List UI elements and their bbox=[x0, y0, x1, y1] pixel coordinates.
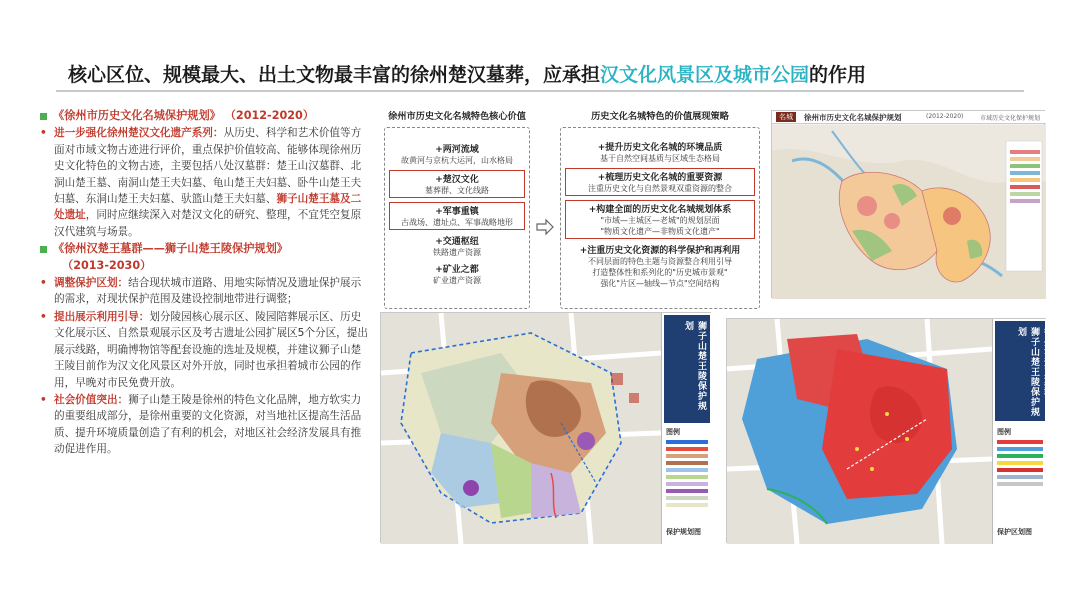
map-header-right: 市域历史文化保护规划 bbox=[979, 115, 1040, 122]
legend-items bbox=[666, 437, 708, 510]
bullet1-text: 从历史、科学和艺术价值等方面对市域文物古迹进行评价，重点保护价值较高、能够体现徐州历史文化特色的文物古迹，主要包括八处汉墓群：楚王山汉墓群、北洞山楚王墓、南洞山楚王夫妇墓、龟山楚王夫妇墓、卧牛山楚王夫妇墓、东洞山楚王夫妇墓、驮篮山楚王夫妇墓、 bbox=[54, 127, 362, 206]
item-sub: 矿业遗产资源 bbox=[433, 276, 481, 285]
core-value-item bbox=[389, 202, 525, 230]
legend-swatch bbox=[997, 461, 1043, 465]
legend-swatch bbox=[1010, 171, 1040, 175]
green-square-icon bbox=[40, 113, 47, 120]
strategy-title: 历史文化名城特色的价值展现策略 bbox=[591, 111, 729, 122]
plan2-years: （2013-2030） bbox=[62, 258, 152, 272]
legend-title: 图例 bbox=[997, 428, 1011, 436]
legend-swatch bbox=[666, 475, 708, 479]
legend-swatch bbox=[997, 475, 1043, 479]
site-plan-map-left bbox=[380, 312, 719, 543]
item-sub: 古战场、遗址点、军事战略地形 bbox=[401, 218, 513, 227]
side-title-bar bbox=[664, 315, 719, 423]
legend-title: 图例 bbox=[666, 428, 680, 436]
map-header-title: 徐州市历史文化名城保护规划 bbox=[804, 113, 902, 122]
bullet2-lead: 调整保护区划： bbox=[54, 277, 129, 290]
strategy-item bbox=[565, 168, 755, 196]
legend-swatch bbox=[666, 468, 708, 472]
logo-badge: 名城 bbox=[776, 112, 796, 122]
bullet-3 bbox=[40, 309, 370, 391]
bullet-4 bbox=[40, 392, 370, 458]
item-heading: +注重历史文化资源的科学保护和再利用 bbox=[579, 246, 741, 256]
map-footer-title: 保护规划图 bbox=[666, 528, 701, 536]
site-plan-graphic bbox=[381, 313, 661, 544]
bullet4-lead: 社会价值突出： bbox=[54, 393, 129, 406]
bullet3-text: 划分陵园核心展示区、陵园陪葬展示区、历史文化展示区、自然景观展示区及考古遗址公园扩展区5个分区，提出展示线路，明确博物馆等配套设施的选址及规模，并建议狮子山楚王陵目前作为汉文化风景区对外开放，同时也承担着城市公园的作用，早晚对市民免费开放。 bbox=[54, 310, 368, 389]
plan1-name: 《徐州市历史文化名城保护规划》 bbox=[53, 109, 221, 122]
core-value-item bbox=[389, 142, 525, 166]
bullet-dot-icon: • bbox=[40, 393, 47, 406]
bullet3-lead: 提出展示利用引导： bbox=[54, 310, 150, 323]
strategy-diagram bbox=[560, 108, 760, 309]
title-tail: 的作用 bbox=[809, 64, 867, 86]
legend-swatch bbox=[997, 468, 1043, 472]
legend-swatch bbox=[666, 447, 708, 451]
map-header-years: (2012-2020) bbox=[926, 113, 964, 120]
page-title bbox=[68, 60, 866, 87]
bullet-dot-icon: • bbox=[40, 127, 47, 140]
item-sub: 墓葬群、文化线路 bbox=[425, 186, 489, 195]
plan1-years: （2012-2020） bbox=[224, 109, 315, 122]
left-text-column bbox=[40, 108, 370, 458]
bullet-dot-icon: • bbox=[40, 310, 47, 323]
bullet1-tail: ，同时应继续深入对楚汉文化的研究、整理，不宜凭空复原汉代建筑与场景。 bbox=[54, 209, 362, 238]
right-arrow-icon bbox=[535, 217, 555, 237]
legend-swatch bbox=[1010, 178, 1040, 182]
title-main: 核心区位、规模最大、出土文物最丰富的徐州楚汉墓葬，应承担 bbox=[68, 64, 601, 86]
core-values-box bbox=[384, 127, 530, 309]
item-heading: +构建全面的历史文化名城规划体系 bbox=[588, 205, 732, 215]
side-title-bar bbox=[995, 321, 1052, 421]
legend-swatch bbox=[1010, 192, 1040, 196]
city-map-legend bbox=[1010, 147, 1040, 206]
legend-swatch bbox=[1010, 164, 1040, 168]
strategy-item bbox=[565, 140, 755, 164]
side-title: 徐州汉楚王墓群——狮子山楚王陵保护规划 bbox=[1016, 327, 1052, 417]
item-heading: +军事重镇 bbox=[435, 207, 479, 217]
item-heading: +梳理历史文化名城的重要资源 bbox=[597, 173, 723, 183]
legend-swatch bbox=[1010, 199, 1040, 203]
item-heading: +提升历史文化名城的环境品质 bbox=[597, 143, 723, 153]
side-title: 徐州汉楚王墓群——狮子山楚王陵保护规划 bbox=[683, 321, 719, 411]
legend-swatch bbox=[666, 454, 708, 458]
plan1-heading bbox=[40, 108, 370, 124]
bullet1-lead: 进一步强化徐州楚汉文化遗产系列： bbox=[54, 127, 224, 140]
legend-swatch bbox=[666, 503, 708, 507]
core-value-item bbox=[389, 234, 525, 258]
title-divider bbox=[56, 90, 1024, 92]
item-heading: +两河流域 bbox=[435, 145, 479, 155]
legend-swatch bbox=[997, 454, 1043, 458]
item-sub: 不同层面的特色主题与资源整合利用引导 打造整体性和系列化的"历史城市景观" 强化"片区—轴线—节点"空间结构 bbox=[588, 257, 732, 288]
plan2-name: 《徐州汉楚王墓群——狮子山楚王陵保护规划》 bbox=[53, 242, 288, 256]
legend-swatch bbox=[666, 461, 708, 465]
green-square-icon bbox=[40, 246, 47, 253]
bullet-2 bbox=[40, 275, 370, 308]
zoning-map-graphic bbox=[727, 319, 992, 544]
legend-swatch bbox=[997, 440, 1043, 444]
core-value-item bbox=[389, 262, 525, 286]
bullet1-highlight: 狮子山楚王墓及二处遗址 bbox=[54, 193, 362, 222]
zoning-map-right bbox=[726, 318, 1052, 543]
item-heading: +矿业之都 bbox=[435, 265, 479, 275]
bullet4-text: 狮子山楚王陵是徐州的特色文化品牌，地方软实力的重要组成部分，是徐州重要的文化资源，对当地社区提高生活品质、提升环境质量创造了有利的机会，对地区社会经济发展具有推动促进作用。 bbox=[54, 393, 362, 456]
item-sub: 故黄河与京杭大运河，山水格局 bbox=[401, 156, 513, 165]
bullet2-text: 结合现状城市道路、用地实际情况及遗址保护展示的需求，对现状保护范围及建设控制地带进行调整； bbox=[54, 277, 362, 306]
legend-swatch bbox=[666, 496, 708, 500]
core-values-diagram bbox=[384, 108, 530, 309]
legend-items bbox=[997, 437, 1043, 489]
zoning-legend-panel bbox=[992, 319, 1052, 544]
strategy-box bbox=[560, 127, 760, 309]
strategy-item bbox=[565, 200, 755, 239]
bullet-1 bbox=[40, 125, 370, 240]
item-sub: "市域—主城区—老城"的规划层面 "物质文化遗产—非物质文化遗产" bbox=[600, 216, 720, 236]
item-heading: +楚汉文化 bbox=[435, 175, 479, 185]
bullet-dot-icon: • bbox=[40, 277, 47, 290]
item-sub: 注重历史文化与自然景观双重资源的整合 bbox=[588, 184, 732, 193]
legend-swatch bbox=[1010, 157, 1040, 161]
legend-swatch bbox=[666, 440, 708, 444]
legend-swatch bbox=[1010, 185, 1040, 189]
legend-swatch bbox=[997, 482, 1043, 486]
core-values-title: 徐州市历史文化名城特色核心价值 bbox=[388, 111, 526, 122]
site-plan-legend-panel bbox=[661, 313, 719, 544]
city-protection-map bbox=[771, 110, 1045, 298]
title-highlight: 汉文化风景区及城市公园 bbox=[600, 64, 810, 86]
legend-swatch bbox=[997, 447, 1043, 451]
map-footer-title: 保护区划图 bbox=[997, 528, 1032, 536]
legend-swatch bbox=[666, 482, 708, 486]
legend-swatch bbox=[666, 489, 708, 493]
core-value-item bbox=[389, 170, 525, 198]
item-sub: 基于自然空间基质与区域生态格局 bbox=[600, 154, 720, 163]
legend-swatch bbox=[1010, 150, 1040, 154]
plan2-heading bbox=[40, 241, 370, 257]
city-map-graphic bbox=[772, 111, 1046, 299]
item-sub: 铁路遗产资源 bbox=[433, 248, 481, 257]
item-heading: +交通枢纽 bbox=[435, 237, 479, 247]
strategy-item bbox=[565, 243, 755, 289]
